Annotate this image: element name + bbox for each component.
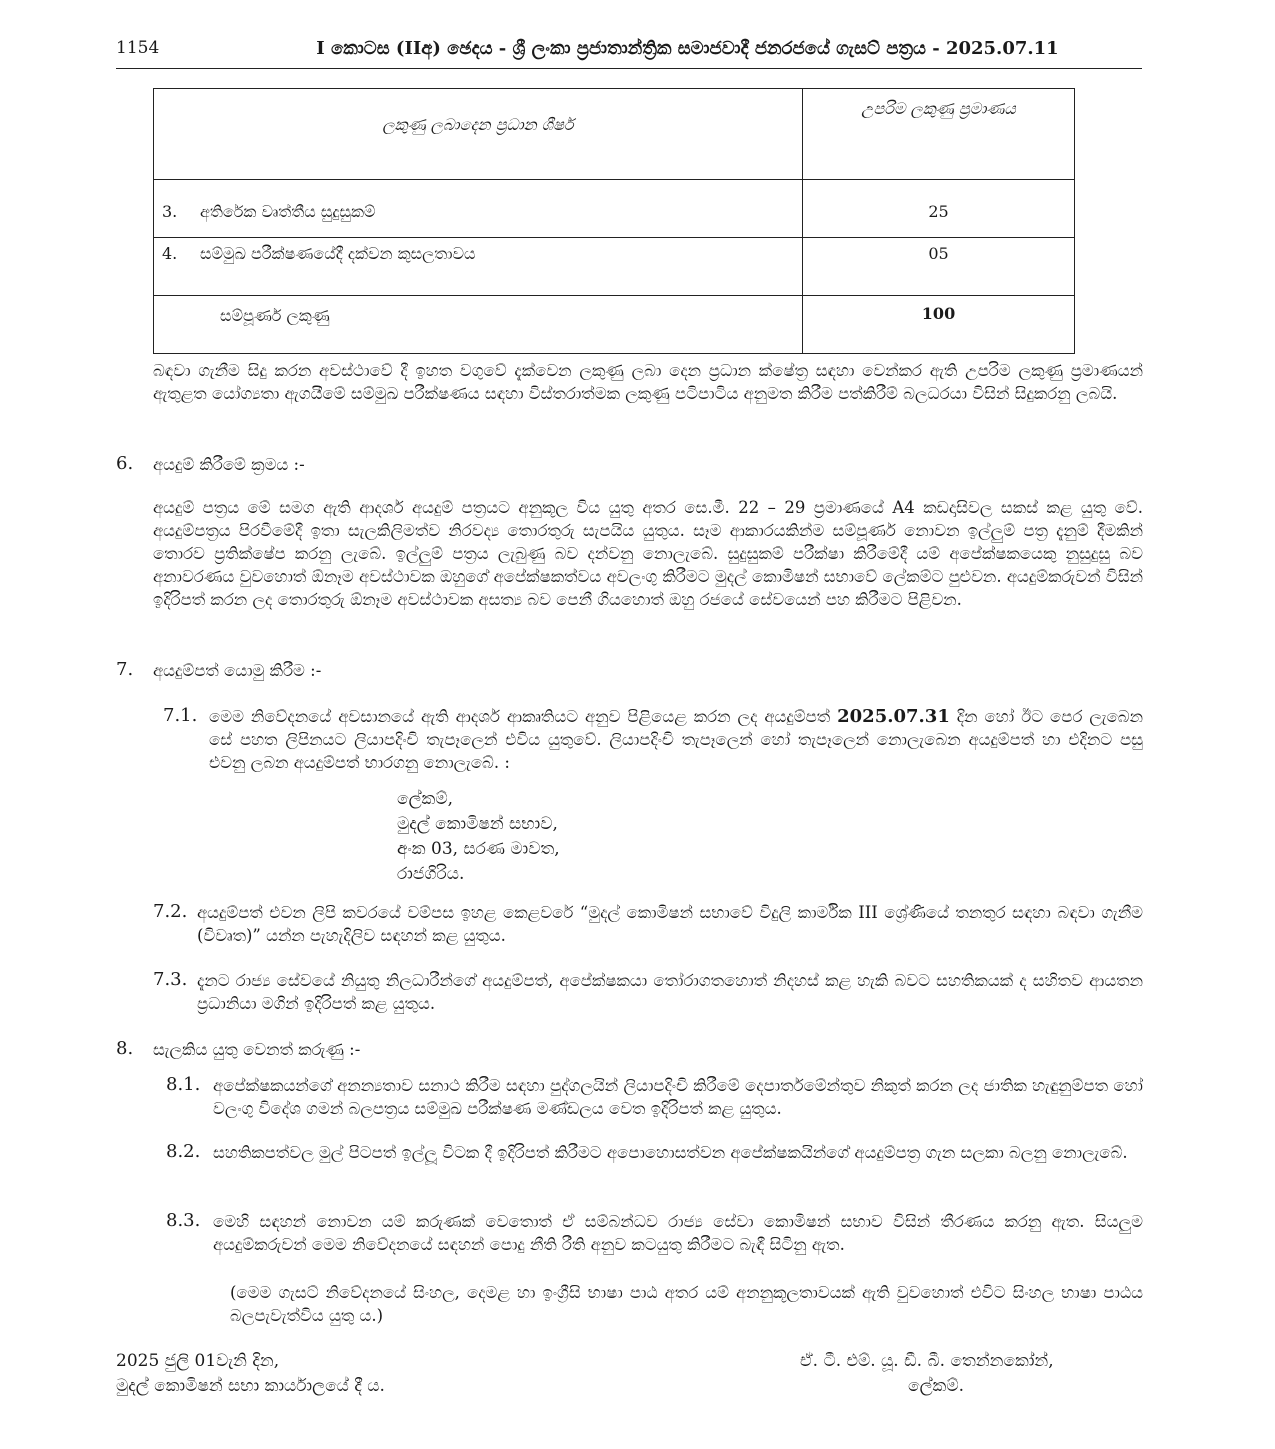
subsection-8-2-number: 8.2. (166, 1141, 201, 1162)
section-7-number: 7. (116, 659, 134, 680)
language-precedence-note: (මෙම ගැසට් නිවේදනයේ සිංහල, දෙමළ හා ඉංග්‍රීසි භාෂා පාඨ අතර යම් අනනුකූලතාවයක් ඇති වුවහොත් එවිට සිංහල භාෂා පාඨය බලපැවැත්විය යුතු ය.) (230, 1283, 1143, 1325)
subsection-7-1-text-after: දින හෝ ඊට පෙර ලැබෙන සේ පහත ලිපිනයට ලියාපදිංචි තැපෑලෙන් එවිය යුතුවේ. ලියාපදිංචි තැපෑලෙන් හෝ තැපෑලෙන් නොලැබෙන අයදුම්පත් හා එදිනට පසු එවනු ලබන අයදුම්පත් භාරගනු නොලැබේ. : (209, 707, 1144, 772)
subsection-7-3-number: 7.3. (153, 969, 188, 990)
row-label: සම්මුඛ පරීක්ෂණයේදී දක්වන කුසලතාවය (200, 244, 476, 263)
section-7-title: අයදුම්පත් යොමු කිරීම :- (153, 661, 322, 680)
table-total-row (154, 296, 1075, 354)
intro-paragraph: බඳවා ගැනීම සිදු කරන අවස්ථාවේ දී ඉහත වගුවේ දැක්වෙන ලකුණු ලබා දෙන ප්‍රධාන ක්ෂේත්‍ර සඳහා වෙන්කර ඇති උපරිම ලකුණු ප්‍රමාණයන් ඇතුළත යෝග්‍යතා ඇගයීමේ සම්මුඛ පරීක්ෂණය සඳහා විස්තරාත්මක ලකුණු පටිපාටිය අනුමත කිරීම පත්කිරීම් බලධරයා විසින් සිදුකරනු ලබයි. (153, 361, 1143, 403)
signature-block (800, 1349, 1120, 1399)
marks-table (153, 88, 1075, 354)
table-header-row (154, 89, 1075, 180)
footer-place: මුදල් කොමිෂන් සභා කාර්යාලයේ දී ය. (116, 1376, 385, 1396)
section-8-number: 8. (116, 1038, 134, 1059)
subsection-8-3-number: 8.3. (166, 1210, 201, 1231)
section-8-title: සැලකිය යුතු වෙනත් කරුණු :- (153, 1040, 361, 1059)
subsection-7-3-text: දැනට රාජ්‍ය සේවයේ නියුතු නිලධාරීන්ගේ අයදුම්පත්, අපේක්ෂකයා තෝරාගතහොත් නිදහස් කළ හැකි බවට සහතිකයක් ද සහිතව ආයතන ප්‍රධානියා මගින් ඉදිරිපත් කළ යුතුය. (197, 971, 1143, 1013)
table-cell-value: 05 (803, 238, 1075, 296)
table-header-max-marks: උපරිම ලකුණු ප්‍රමාණය (803, 89, 1075, 180)
section-6-paragraph: අයදුම් පත්‍රය මේ සමග ඇති ආදර්ශ අයදුම් පත්‍රයට අනුකූල විය යුතු අතර සෙ.මී. 22 – 29 ප්‍රමාණයේ A4 කඩදාසිවල සකස් කළ යුතු වේ. අයදුම්පත්‍රය පිරවීමේදී ඉතා සැලකිලිමත්ව නිරවද්‍ය තොරතුරු සැපයිය යුතුය. සෑම ආකාරයකින්ම සම්පූර්ණ නොවන ඉල්ලුම් පත්‍ර දැනුම් දීමකින් තොරව ප්‍රතික්ෂේප කරනු ලැබේ. ඉල්ලුම් පත්‍රය ලැබුණු බව දන්වනු නොලැබේ. සුදුසුකම් පරීක්ෂා කිරීමේදී යම් අපේක්ෂකයෙකු නුසුදුසු බව අනාවරණය වුවහොත් ඕනෑම අවස්ථාවක ඔහුගේ අපේක්ෂකත්වය අවලංගු කිරීමට මුදල් කොමිෂන් සභාවේ ලේකම්ට පුළුවන. අයදුම්කරුවන් විසින් ඉදිරිපත් කරන ලද තොරතුරු ඕනෑම අවස්ථාවක අසත්‍ය බව පෙනී ගියහොත් ඔහු රජයේ සේවයෙන් පහ කිරීමට පිළිවන. (153, 498, 1143, 609)
subsection-7-1-text-before: මෙම නිවේදනයේ අවසානයේ ඇති ආදර්ශ ආකෘතියට අනුව පිළියෙළ කරන ලද අයදුම්පත් (209, 707, 838, 726)
table-cell-topic (154, 180, 803, 238)
total-label: සම්පූර්ණ ලකුණු (154, 296, 803, 354)
subsection-8-3-text: මෙහි සඳහන් නොවන යම් කරුණක් වෙතොත් ඒ සම්බන්ධව රාජ්‍ය සේවා කොමිෂන් සභාව විසින් තීරණය කරනු ඇත. සියලුම අයදුම්කරුවන් මෙම නිවේදනයේ සඳහන් පොදු නීති රීති අනුව කටයුතු කිරීමට බැඳී සිටිනු ඇත. (213, 1212, 1143, 1254)
subsection-8-1-number: 8.1. (166, 1074, 201, 1095)
subsection-7-1-text (209, 705, 1143, 774)
section-6-title: අයදුම් කිරීමේ ක්‍රමය :- (153, 455, 305, 474)
subsection-7-2-text: අයදුම්පත් එවන ලිපි කවරයේ වම්පස ඉහළ කෙළවරේ “මුදල් කොමිෂන් සභාවේ විදුලි කාර්මික III ශ්‍රේණියේ තනතුර සඳහා බඳවා ගැනීම (විවෘත)” යන්න පැහැදිලිව සඳහන් කළ යුතුය. (197, 903, 1143, 945)
table-cell-value: 25 (803, 180, 1075, 238)
footer-date-place (116, 1349, 385, 1399)
postal-address (397, 787, 560, 887)
table-cell-topic (154, 238, 803, 296)
page-number: 1154 (116, 38, 160, 58)
header-divider (116, 68, 1142, 69)
subsection-8-2-text: සහතිකපත්වල මුල් පිටපත් ඉල්ලූ විටක දී ඉදිරිපත් කිරීමට අපොහොසත්වන අපේක්ෂකයින්ගේ අයදුම්පත්‍ර ගැන සලකා බලනු නොලැබේ. (213, 1143, 1128, 1162)
subsection-7-2-number: 7.2. (153, 901, 188, 922)
deadline-date: 2025.07.31 (837, 706, 950, 727)
table-row (154, 180, 1075, 238)
address-line: රාජගිරිය. (397, 864, 465, 884)
address-line: මුදල් කොමිෂන් සභාව, (397, 814, 558, 834)
footer-date: 2025 ජුලි 01වැනි දින, (116, 1351, 280, 1371)
total-value: 100 (803, 296, 1075, 354)
address-line: අංක 03, සරණ මාවත, (397, 839, 560, 859)
subsection-7-1-number: 7.1. (163, 705, 198, 726)
address-line: ලේකම්, (397, 789, 453, 809)
signatory-title: ලේකම්. (908, 1376, 964, 1396)
table-header-main-topics: ලකුණු ලබාදෙන ප්‍රධාන ශීර්ෂ (154, 89, 803, 180)
section-6-number: 6. (116, 453, 134, 474)
row-number: 4. (162, 244, 178, 263)
signatory-name: ඒ. ටී. එම්. යූ. ඩී. බී. තෙන්නකෝන්, (800, 1351, 1054, 1371)
subsection-8-1-text: අපේක්ෂකයන්ගේ අනන්‍යතාව සනාථ කිරීම සඳහා පුද්ගලයින් ලියාපදිංචි කිරීමේ දෙපාර්තමේන්තුව නිකුත් කරන ලද ජාතික හැඳුනුම්පත හෝ වලංගු විදේශ ගමන් බලපත්‍රය සම්මුඛ පරීක්ෂණ මණ්ඩලය වෙත ඉදිරිපත් කළ යුතුය. (213, 1076, 1143, 1118)
gazette-header-title: I කොටස (IIඅ) ඡෙදය - ශ්‍රී ලංකා ප්‍රජාතාන්ත්‍රික සමාජවාදී ජනරජයේ ගැසට් පත්‍රය - 2025.07.11 (316, 38, 1059, 59)
table-row (154, 238, 1075, 296)
row-label: අතිරේක වෘත්තීය සුදුසුකම් (200, 202, 376, 221)
row-number: 3. (162, 202, 178, 221)
